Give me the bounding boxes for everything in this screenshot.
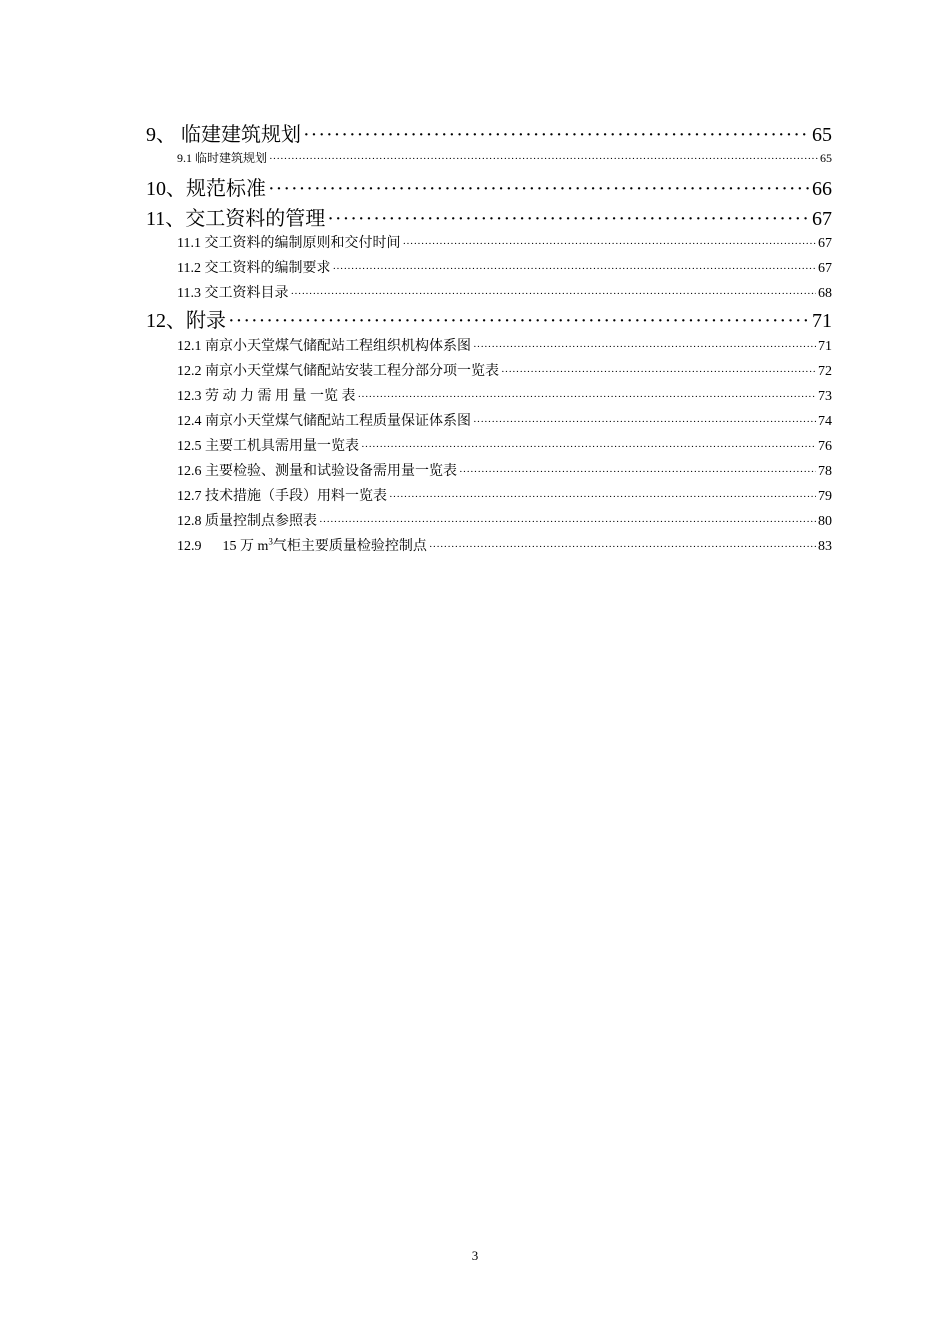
toc-entry[interactable] <box>177 460 832 482</box>
toc-entry[interactable] <box>177 385 832 407</box>
toc-entry-page: 66 <box>812 178 832 200</box>
toc-entry[interactable] <box>177 282 832 304</box>
toc-entry-page: 74 <box>818 414 832 429</box>
toc-entry-title: 9.1 临时建筑规划 <box>177 151 268 165</box>
dot-leader <box>290 288 816 300</box>
toc-entry[interactable] <box>146 202 832 230</box>
toc-entry[interactable] <box>177 232 832 254</box>
toc-entry-page: 76 <box>818 439 832 454</box>
toc-entry[interactable] <box>177 535 832 557</box>
toc-entry[interactable] <box>177 510 832 532</box>
toc-entry-title: 12.2 南京小天堂煤气储配站安装工程分部分项一览表 <box>177 364 499 379</box>
toc-entry-title: 12.3 劳 动 力 需 用 量 一览 表 <box>177 389 356 404</box>
toc-entry-page: 68 <box>818 286 832 301</box>
toc-entry-title: 10、规范标准 <box>146 178 266 200</box>
dot-leader <box>473 416 816 428</box>
superscript: 3 <box>268 536 273 547</box>
toc-entry-title: 12.6 主要检验、测量和试验设备需用量一览表 <box>177 464 457 479</box>
toc-entry[interactable] <box>146 304 832 332</box>
toc-entry-page: 78 <box>818 464 832 479</box>
toc-entry-title: 11.1 交工资料的编制原则和交付时间 <box>177 236 401 251</box>
toc-entry-page: 67 <box>818 261 832 276</box>
dot-leader <box>402 238 816 250</box>
toc-entry-title: 12.7 技术措施（手段）用料一览表 <box>177 489 387 504</box>
dot-leader <box>228 310 810 333</box>
toc-entry-page: 65 <box>812 124 832 146</box>
toc-entry-page: 79 <box>818 489 832 504</box>
dot-leader <box>269 153 818 165</box>
dot-leader <box>429 541 816 553</box>
toc-entry-page: 73 <box>818 389 832 404</box>
dot-leader <box>327 208 810 231</box>
toc-entry[interactable] <box>146 118 832 146</box>
toc-entry-page: 71 <box>818 339 832 354</box>
dot-leader <box>319 516 816 528</box>
toc-entry-title-suffix: 气柜主要质量检验控制点 <box>272 539 427 554</box>
toc-entry[interactable] <box>177 149 832 171</box>
dot-leader <box>361 441 816 453</box>
dot-leader <box>358 391 817 403</box>
toc-entry[interactable] <box>146 172 832 200</box>
toc-entry-page: 80 <box>818 514 832 529</box>
toc-entry-title: 12.1 南京小天堂煤气储配站工程组织机构体系图 <box>177 339 471 354</box>
toc-entry-page: 67 <box>818 236 832 251</box>
dot-leader <box>389 491 816 503</box>
toc-entry[interactable] <box>177 435 832 457</box>
toc-entry[interactable] <box>177 410 832 432</box>
toc-entry-title: 11.2 交工资料的编制要求 <box>177 261 331 276</box>
toc-entry-title: 11.3 交工资料目录 <box>177 286 289 301</box>
dot-leader <box>473 341 816 353</box>
toc-entry-title: 12.8 质量控制点参照表 <box>177 514 317 529</box>
toc-entry[interactable] <box>177 257 832 279</box>
dot-leader <box>303 124 810 147</box>
toc-entry-title <box>177 535 427 555</box>
toc-entry-title: 9、 临建建筑规划 <box>146 124 301 146</box>
toc-entry-page: 71 <box>812 310 832 332</box>
toc-entry-page: 83 <box>818 539 832 554</box>
dot-leader <box>268 178 810 201</box>
toc-entry[interactable] <box>177 335 832 357</box>
page-number: 3 <box>471 1248 479 1263</box>
toc-entry-title: 12.4 南京小天堂煤气储配站工程质量保证体系图 <box>177 414 471 429</box>
toc-entry-title-prefix: 12.9 15 万 m <box>177 539 269 554</box>
toc-entry[interactable] <box>177 485 832 507</box>
dot-leader <box>332 263 816 275</box>
toc-entry-title: 11、交工资料的管理 <box>146 208 326 230</box>
dot-leader <box>459 466 816 478</box>
toc-entry-title: 12、附录 <box>146 310 226 332</box>
toc-entry-page: 65 <box>820 151 832 165</box>
toc-entry-page: 72 <box>818 364 832 379</box>
toc-entry[interactable] <box>177 360 832 382</box>
dot-leader <box>501 366 816 378</box>
toc-entry-title: 12.5 主要工机具需用量一览表 <box>177 439 359 454</box>
toc-entry-page: 67 <box>812 208 832 230</box>
